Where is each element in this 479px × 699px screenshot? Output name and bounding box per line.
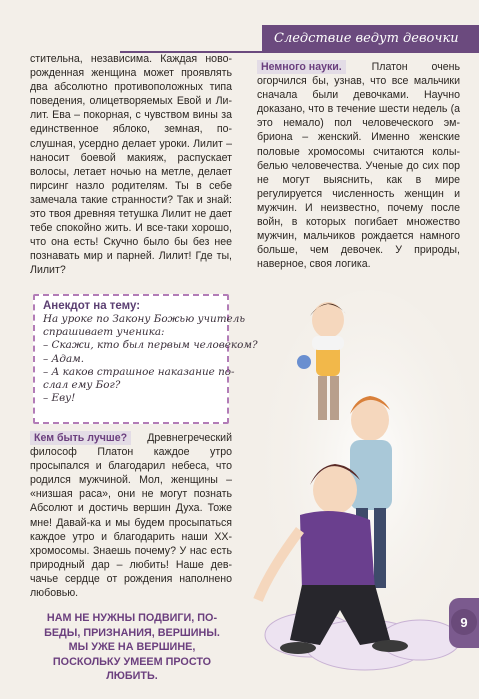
joke-box <box>33 294 258 424</box>
science-lead: Немного науки. <box>257 60 346 74</box>
page-number: 9 <box>451 609 477 635</box>
plato-paragraph <box>30 431 232 600</box>
plato-text: Древнегреческий философ Платон каждое утро просыпался и благодарил небеса, что родился мужчиной. Мол, женщины – «низшая раса», они не могут познать Абсолют и достичь вершин Духа. Тоже мне! Давай-ка и мы будем просыпаться каждое утро и благодарить наши XX-хромосомы. Знаешь почему? У нас есть природный дар – любить! Наше девчачье сердце от рождения наполнено любовью. <box>30 432 232 600</box>
joke-line: – Адам. <box>43 352 85 365</box>
section-header <box>262 25 479 51</box>
caps-statement: НАМ НЕ НУЖНЫ ПОДВИГИ, ПОБЕДЫ, ПРИЗНАНИЯ, ВЕРШИНЫ. МЫ УЖЕ НА ВЕРШИНЕ, ПОСКОЛЬКУ УМЕЕМ ПРОСТО ЛЮБИТЬ. <box>44 612 220 682</box>
joke-line: – Скажи, кто был первым человеком? <box>43 339 258 352</box>
boys-illustration <box>240 280 479 699</box>
joke-line: слал ему Бог? <box>43 379 121 392</box>
joke-line: спрашивает ученика: <box>43 326 165 339</box>
science-text: Платон очень огорчился бы, узнав, что все мальчики сначала были девочками. Научно доказано, что в течение шести недель (а это немало) пол человеческого эмбриона – женский. Именно женские половые хромосомы считаются колыбелью человечества. Ученые до сих пор не могут выяснить, как в мире регулируется численность женщин и мужчин. И неизвестно, почему после войн, в которых погибает множество мужчин, мальчиков рождается намного больше, чем девочек. У природы, наверное, своя логика. <box>257 61 460 271</box>
joke-title: Анекдот на тему: <box>43 300 141 312</box>
joke-line: – Еву! <box>43 392 76 405</box>
section-title: Следствие ведут девочки <box>274 30 459 46</box>
joke-line: – А каков страшное наказание по- <box>43 365 235 378</box>
joke-line: На уроке по Закону Божью учитель <box>43 313 245 325</box>
lilith-paragraph: стительна, независима. Каждая новорожденная женщина может проявлять два абсолютно противоположных типа поведения, олицетворяемых Евой и Лилит. Ева – покорная, с чувством вины за единственное яблоко, земная, послушная, усердно делает уроки. Лилит – наносит боевой макияж, распускает волосы, летает ночью на метле, делает пирсинг назло родителям. Ты в себе замечала такие странности? Так и знай: это твоя древняя тетушка Лилит не дает тебе спокойно жить. И все-таки хорошо, что она есть! Скучно было бы без нее познавать мир и парней. Лилит! Где ты, Лилит? <box>30 53 232 277</box>
joke-text <box>43 313 258 405</box>
science-paragraph <box>257 60 460 271</box>
plato-lead: Кем быть лучше? <box>30 431 131 445</box>
